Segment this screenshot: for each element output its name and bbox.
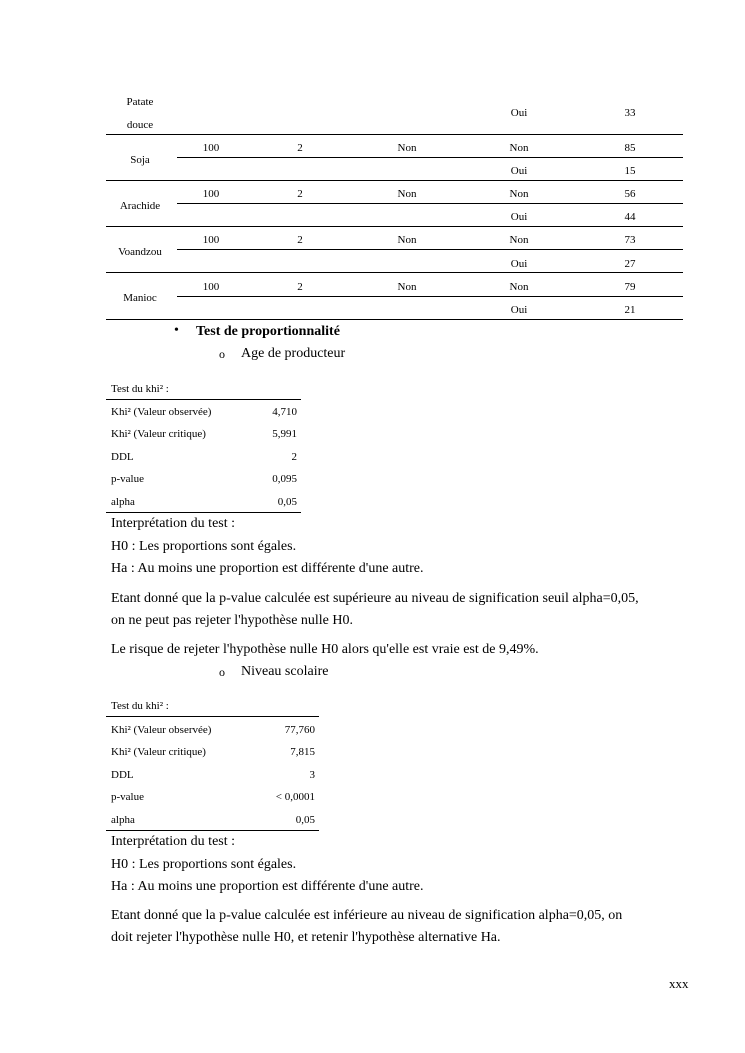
table-cell: Non	[509, 281, 529, 293]
stat-value: 3	[309, 769, 315, 781]
crop-label: Soja	[130, 154, 150, 166]
subsection-title: Age de producteur	[241, 346, 346, 361]
table-cell: 79	[624, 281, 636, 293]
circle-bullet-icon: o	[219, 665, 225, 679]
table-cell: Oui	[510, 304, 528, 316]
crop-label: Arachide	[119, 200, 161, 212]
subsection-title: Niveau scolaire	[241, 664, 329, 679]
stat-label: p-value	[111, 791, 144, 803]
stat-value: 5,991	[272, 428, 297, 440]
stat-label: Khi² (Valeur critique)	[111, 428, 206, 440]
stat-value: 2	[291, 451, 297, 463]
row-divider	[177, 157, 683, 158]
table-cell: 33	[624, 107, 636, 119]
crop-label: Manioc	[123, 292, 157, 304]
interpretation-heading: Interprétation du test :	[111, 834, 236, 849]
row-divider	[177, 296, 683, 297]
table-cell: 2	[297, 188, 303, 200]
stat-value: 0,05	[295, 814, 315, 826]
table-cell: 2	[297, 234, 303, 246]
table-cell: 56	[624, 188, 636, 200]
conclusion-line: Etant donné que la p-value calculée est inférieure au niveau de signification alpha=0,05, on	[111, 908, 623, 923]
table-cell: 2	[297, 281, 303, 293]
table-cell: 100	[202, 142, 220, 154]
table-cell: 15	[624, 165, 636, 177]
crop-label: Voandzou	[118, 246, 162, 258]
section-title: Test de proportionnalité	[196, 324, 340, 339]
hypothesis-ha: Ha : Au moins une proportion est différente d'une autre.	[111, 561, 424, 576]
table-rule	[106, 512, 301, 513]
stat-value: 0,095	[272, 473, 297, 485]
row-divider	[106, 180, 683, 181]
circle-bullet-icon: o	[219, 347, 225, 361]
stat-label: Khi² (Valeur observée)	[111, 724, 212, 736]
stat-label: p-value	[111, 473, 144, 485]
table-cell: 85	[624, 142, 636, 154]
stat-label: Khi² (Valeur observée)	[111, 406, 212, 418]
table-cell: Oui	[510, 211, 528, 223]
table-cell: Non	[397, 281, 417, 293]
table-cell: Oui	[510, 107, 528, 119]
hypothesis-ha: Ha : Au moins une proportion est différente d'une autre.	[111, 879, 424, 894]
stat-label: alpha	[111, 814, 135, 826]
stat-label: DDL	[111, 769, 134, 781]
table-cell: Non	[397, 234, 417, 246]
table-cell: 21	[624, 304, 636, 316]
table-rule	[106, 399, 301, 400]
table-cell: Non	[509, 188, 529, 200]
conclusion-line: Etant donné que la p-value calculée est supérieure au niveau de signification seuil alpha=0,05,	[111, 591, 639, 606]
row-divider	[177, 203, 683, 204]
table-cell: 2	[297, 142, 303, 154]
row-divider	[106, 134, 683, 135]
row-divider	[177, 249, 683, 250]
row-divider	[106, 319, 683, 320]
crop-label: Patate	[126, 96, 154, 108]
stat-value: 77,760	[284, 724, 315, 736]
table-cell: 73	[624, 234, 636, 246]
table-cell: 100	[202, 234, 220, 246]
row-divider	[106, 226, 683, 227]
stat-label: alpha	[111, 496, 135, 508]
table-cell: 100	[202, 281, 220, 293]
table-cell: Oui	[510, 258, 528, 270]
table-cell: Non	[397, 142, 417, 154]
table-cell: Non	[509, 142, 529, 154]
table-cell: Non	[509, 234, 529, 246]
table-cell: 100	[202, 188, 220, 200]
conclusion-line: on ne peut pas rejeter l'hypothèse nulle H0.	[111, 613, 354, 628]
hypothesis-h0: H0 : Les proportions sont égales.	[111, 857, 297, 872]
stat-value: 4,710	[272, 406, 297, 418]
table-cell: Oui	[510, 165, 528, 177]
table-cell: 27	[624, 258, 636, 270]
row-divider	[106, 272, 683, 273]
stat-label: DDL	[111, 451, 134, 463]
bullet-icon: •	[174, 323, 179, 338]
table-rule	[106, 830, 319, 831]
page-number: xxx	[669, 976, 689, 991]
stat-label: Khi² (Valeur critique)	[111, 746, 206, 758]
hypothesis-h0: H0 : Les proportions sont égales.	[111, 539, 297, 554]
table-rule	[106, 716, 319, 717]
table-title: Test du khi² :	[111, 700, 169, 712]
table-cell: 44	[624, 211, 636, 223]
interpretation-heading: Interprétation du test :	[111, 516, 236, 531]
crop-label: douce	[126, 119, 154, 131]
risk-statement: Le risque de rejeter l'hypothèse nulle H0 alors qu'elle est vraie est de 9,49%.	[111, 642, 539, 657]
stat-value: 7,815	[290, 746, 315, 758]
stat-value: < 0,0001	[275, 791, 315, 803]
conclusion-line: doit rejeter l'hypothèse nulle H0, et retenir l'hypothèse alternative Ha.	[111, 930, 501, 945]
stat-value: 0,05	[277, 496, 297, 508]
table-title: Test du khi² :	[111, 383, 169, 395]
table-cell: Non	[397, 188, 417, 200]
